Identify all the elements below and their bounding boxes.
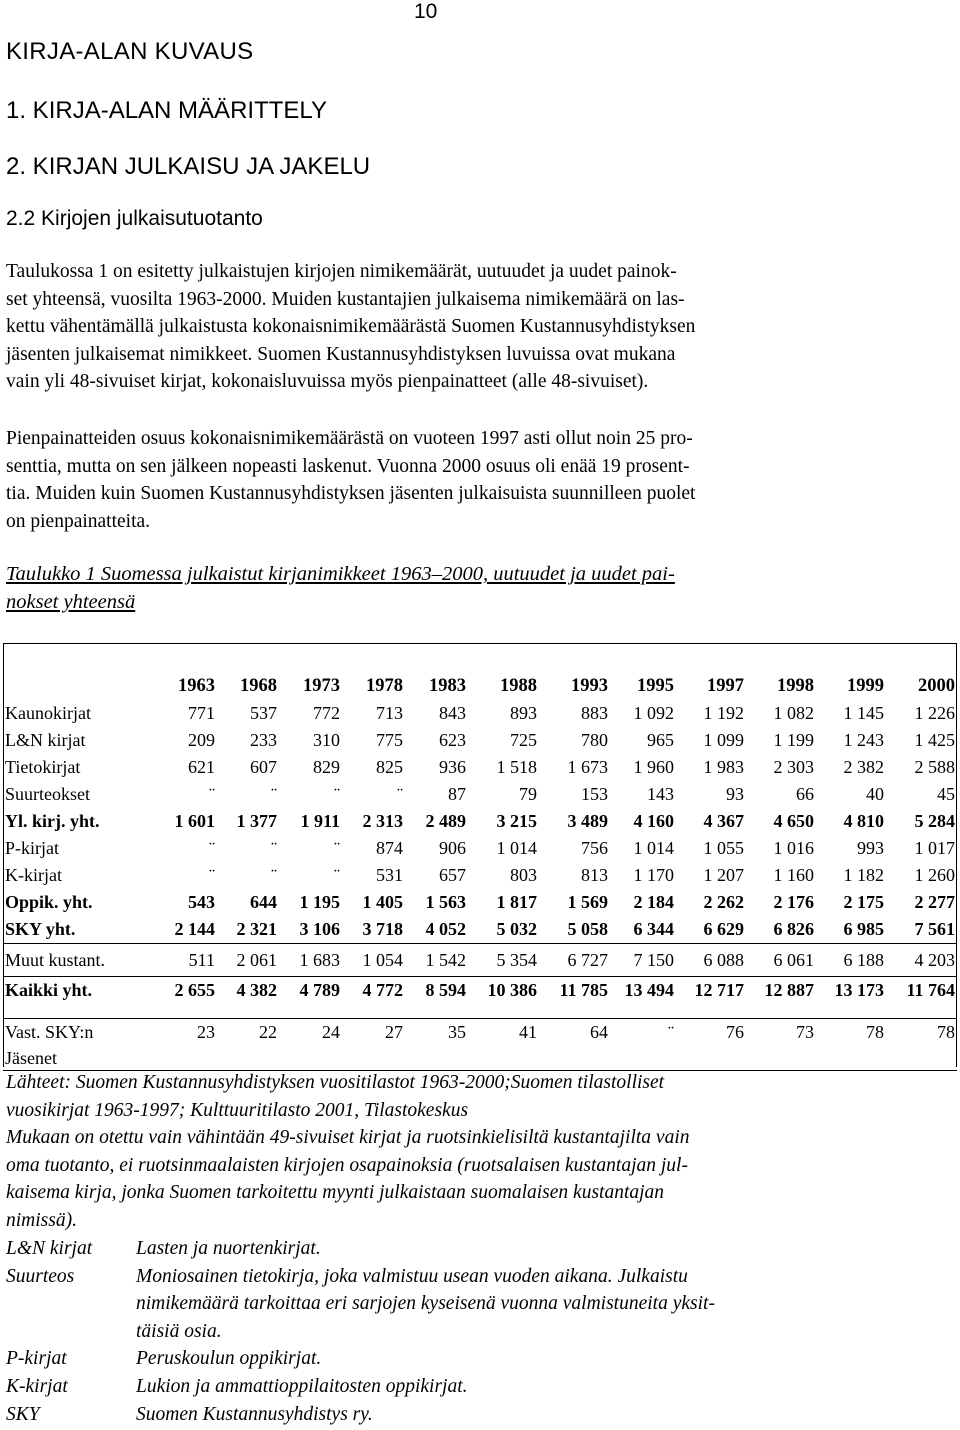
table-left-border [3,643,4,1067]
table-cell: ¨ [209,838,215,858]
row-label: Tietokirjat [5,757,81,777]
row-label: P-kirjat [5,838,59,858]
row-label: Kaikki yht. [5,980,93,1000]
table-cell [139,1046,217,1071]
table-cell: 6 344 [610,916,676,944]
year-header: 2000 [918,675,955,696]
table-cell: 1 518 [496,757,537,777]
table-cell: ¨ [668,1022,674,1042]
table-cell: 2 144 [139,916,217,944]
table-cell: 537 [250,703,277,723]
table-row [3,727,957,754]
table-cell: 5 032 [468,916,539,944]
table-cell: 3 718 [342,916,405,944]
table-cell: 874 [376,838,403,858]
table-cell: 2 262 [703,892,744,912]
table-cell [676,1046,746,1071]
table-cell [405,1046,468,1071]
table-row [3,835,957,862]
subsection-heading: 2.2 Kirjojen julkaisutuotanto [6,207,263,230]
table-cell [217,644,279,673]
table-cell: 771 [188,703,215,723]
table-cell: 143 [647,784,674,804]
table-cell: 4 810 [843,811,884,831]
table-cell: 543 [188,892,215,912]
table-cell [886,1004,957,1019]
table-row [3,781,957,808]
caption-line: nokset yhteensä [6,591,136,613]
table-cell: 1 014 [633,838,674,858]
paragraph-line: kettu vähentämällä julkaistusta kokonaisnimikemäärästä Suomen Kustannusyhdistyksen [6,316,696,337]
row-label: Jäsenet [3,1046,139,1071]
caption-line: Taulukko 1 Suomessa julkaistut kirjanimikkeet 1963–2000, uutuudet ja uudet pai- [6,563,675,585]
table-cell [816,1046,886,1071]
page-number: 10 [414,0,438,23]
table-cell [610,1004,676,1019]
table-cell [539,1004,610,1019]
table-cell [342,1004,405,1019]
year-header: 1983 [429,675,466,696]
paragraph-line: Taulukossa 1 on esitetty julkaistujen kirjojen nimikemäärät, uutuudet ja uudet painok- [6,261,677,282]
table-cell: 829 [313,757,340,777]
table-cell: 1 192 [703,703,744,723]
table-cell [539,644,610,673]
abbreviation-value: Moniosainen tietokirja, joka valmistuu usean vuoden aikana. Julkaistu [136,1265,688,1287]
table-cell: 6 826 [746,916,816,944]
table-cell: 7 150 [610,944,676,977]
year-header: 1988 [500,675,537,696]
table-cell: 936 [439,757,466,777]
abbreviation-value: nimikemäärä tarkoittaa eri sarjojen kyseisenä vuonna valmistuneita yksit- [136,1293,715,1315]
row-label: Suurteokset [5,784,90,804]
section-heading-1: 1. KIRJA-ALAN MÄÄRITTELY [6,97,327,124]
table-cell [539,1046,610,1071]
table-cell: 6 088 [676,944,746,977]
table-cell: 4 052 [405,916,468,944]
table-cell: 4 160 [633,811,674,831]
table-cell [279,644,342,673]
table-cell: 657 [439,865,466,885]
paragraph-line: senttia, mutta on sen jälkeen nopeasti laskenut. Vuonna 2000 osuus oli enää 19 prosent- [6,455,690,477]
table-cell: 1 017 [914,838,955,858]
table-row [3,916,957,944]
table-cell: 607 [250,757,277,777]
table-cell: 87 [448,784,466,804]
table-cell [610,1046,676,1071]
paragraph-line: tia. Muiden kuin Suomen Kustannusyhdistyksen jäsenten julkaisuista suunnilleen puolet [6,483,696,504]
table-cell: 2 175 [843,892,884,912]
table-row [3,808,957,835]
table-cell: 6 188 [816,944,886,977]
table-cell [3,644,139,673]
table-cell: 725 [510,730,537,750]
table-cell: 4 772 [362,980,403,1000]
abbreviation-key: P-kirjat [6,1348,67,1370]
table-top-row [3,644,957,673]
table-cell: 756 [581,838,608,858]
table-cell: 2 321 [217,916,279,944]
table-row [3,889,957,916]
table-cell: 644 [250,892,277,912]
table-cell: 233 [250,730,277,750]
table-cell: 2 061 [217,944,279,977]
table-cell: 78 [937,1022,955,1042]
table-cell: 775 [376,730,403,750]
table-cell: 1 016 [773,838,814,858]
table-cell: 4 650 [773,811,814,831]
row-label: Oppik. yht. [5,892,93,912]
table-cell: 531 [376,865,403,885]
note-line: nimissä). [6,1209,77,1231]
table-cell [217,1004,279,1019]
table-cell: 1 170 [633,865,674,885]
table-cell: 2 489 [425,811,466,831]
table-cell: 6 061 [746,944,816,977]
table-row [3,977,957,1005]
table-cell [610,644,676,673]
table-cell: 843 [439,703,466,723]
table-cell: 2 655 [174,980,215,1000]
table-cell: 1 014 [496,838,537,858]
table-cell [468,644,539,673]
abbreviation-value: Suomen Kustannusyhdistys ry. [136,1403,373,1425]
table-cell: 8 594 [425,980,466,1000]
table-cell: 1 160 [773,865,814,885]
table-cell: 1 195 [299,892,340,912]
row-label: Vast. SKY:n [5,1022,94,1042]
table-cell: 713 [376,703,403,723]
year-header: 1978 [366,675,403,696]
table-cell: 2 303 [773,757,814,777]
table-cell: 5 058 [539,916,610,944]
row-label: Kaunokirjat [5,703,91,723]
table-cell: 1 260 [914,865,955,885]
note-line: Mukaan on otettu vain vähintään 49-sivuiset kirjat ja ruotsinkielisiltä kustantajilta vain [6,1127,690,1149]
table-cell: 11 785 [559,980,608,1000]
year-header: 1963 [178,675,215,696]
table-cell: 45 [937,784,955,804]
paragraph-1 [6,258,956,396]
table-cell: 12 717 [694,980,744,1000]
table-cell: 23 [197,1022,215,1042]
table-cell: 310 [313,730,340,750]
table-cell: 1 817 [496,892,537,912]
table-cell [405,644,468,673]
table-cell: 1 226 [914,703,955,723]
table-cell: 41 [519,1022,537,1042]
table-cell: 772 [313,703,340,723]
table-row [3,700,957,727]
table-cell: 12 887 [764,980,814,1000]
table-cell: 1 182 [843,865,884,885]
table-cell: 5 354 [468,944,539,977]
table-cell: 906 [439,838,466,858]
table-cell: ¨ [271,838,277,858]
table-gap-row [3,1004,957,1019]
table-cell: 2 588 [914,757,955,777]
table-cell: ¨ [334,865,340,885]
table-cell: 4 382 [236,980,277,1000]
table-cell: 93 [726,784,744,804]
row-label: K-kirjat [5,865,62,885]
table-cell: 1 145 [843,703,884,723]
table-cell: 1 673 [567,757,608,777]
table-cell: 1 601 [174,811,215,831]
table-cell: 2 176 [773,892,814,912]
table-cell: 511 [139,944,217,977]
table-cell: 2 382 [843,757,884,777]
table-cell: 1 054 [342,944,405,977]
header-cell [3,672,139,700]
table-cell [139,644,217,673]
note-line: oma tuotanto, ei ruotsinmaalaisten kirjojen osapainoksia (ruotsalaisen kustantajan jul- [6,1154,688,1176]
note-line: vuosikirjat 1963-1997; Kulttuuritilasto 2001, Tilastokeskus [6,1099,469,1121]
table-cell: 3 106 [279,916,342,944]
row-label: Yl. kirj. yht. [5,811,100,831]
table-cell: 1 082 [773,703,814,723]
table-cell: 1 055 [703,838,744,858]
table-cell: 27 [385,1022,403,1042]
paragraph-line: on pienpainatteita. [6,510,151,532]
table-cell [3,1004,139,1019]
table-cell [279,1004,342,1019]
abbreviation-key: L&N kirjat [6,1238,93,1259]
year-header: 1997 [707,675,744,696]
table-cell [405,1004,468,1019]
table-row [3,754,957,781]
table-cell: 3 489 [567,811,608,831]
year-header: 1998 [777,675,814,696]
table-cell [468,1004,539,1019]
year-header: 1968 [240,675,277,696]
paragraph-2 [6,425,956,535]
table-cell [676,1004,746,1019]
note-line: kaisema kirja, jonka Suomen tarkoitettu myynti julkaistaan suomalaisen kustantajan [6,1182,665,1204]
table-cell: ¨ [271,784,277,804]
table-cell: 40 [866,784,884,804]
abbreviation-value: Peruskoulun oppikirjat. [136,1348,322,1370]
table-cell: 76 [726,1022,744,1042]
abbreviation-value: Lasten ja nuortenkirjat. [136,1238,321,1259]
table-cell: 1 243 [843,730,884,750]
table-row [3,862,957,889]
table-cell: 780 [581,730,608,750]
note-line: Lähteet: Suomen Kustannusyhdistyksen vuositilastot 1963-2000;Suomen tilastolliset [6,1072,665,1093]
table-cell: 13 173 [834,980,884,1000]
table-cell: 6 985 [816,916,886,944]
table-cell: 825 [376,757,403,777]
section-heading-2: 2. KIRJAN JULKAISU JA JAKELU [6,153,371,180]
table-cell: 883 [581,703,608,723]
table-cell [886,644,957,673]
year-header: 1995 [637,675,674,696]
main-heading: KIRJA-ALAN KUVAUS [6,38,254,65]
table-cell: 7 561 [886,916,957,944]
table-cell [816,644,886,673]
paragraph-line: Pienpainatteiden osuus kokonaisnimikemäärästä on vuoteen 1997 asti ollut noin 25 pro- [6,428,693,449]
table-cell: 13 494 [624,980,674,1000]
table-cell: 1 983 [703,757,744,777]
table-cell: 1 542 [405,944,468,977]
paragraph-line: vain yli 48-sivuiset kirjat, kokonaisluvuissa myös pienpainatteet (alle 48-sivuiset). [6,371,649,392]
table-cell [746,644,816,673]
table-cell: 6 629 [676,916,746,944]
table-cell: 2 184 [633,892,674,912]
table-cell: 66 [796,784,814,804]
table-cell: 1 092 [633,703,674,723]
row-label: L&N kirjat [5,730,86,750]
table-cell: 79 [519,784,537,804]
year-header: 1999 [847,675,884,696]
table-cell: 4 789 [299,980,340,1000]
table-row [3,1019,957,1047]
table-cell: 11 764 [906,980,955,1000]
table-cell: 1 911 [300,811,340,831]
table-cell [746,1004,816,1019]
table-cell: 1 199 [773,730,814,750]
table-cell: 64 [590,1022,608,1042]
year-header: 1993 [571,675,608,696]
table-cell: 2 313 [362,811,403,831]
table-cell: 1 563 [425,892,466,912]
table-cell: 4 203 [886,944,957,977]
table-header-row [3,672,957,700]
table-cell [342,1046,405,1071]
paragraph-line: jäsenten julkaisemat nimikkeet. Suomen Kustannusyhdistyksen luvuissa ovat mukana [6,343,676,365]
table-cell [342,644,405,673]
table-cell: ¨ [271,865,277,885]
table-cell [279,1046,342,1071]
table-cell [217,1046,279,1071]
table-cell: 35 [448,1022,466,1042]
year-header: 1973 [303,675,340,696]
abbreviation-value: täisiä osia. [136,1320,222,1342]
table-cell: 209 [188,730,215,750]
table-cell: 893 [510,703,537,723]
table-cell: 3 215 [496,811,537,831]
table-cell: 1 377 [236,811,277,831]
table-cell: 1 683 [279,944,342,977]
table-cell: 4 367 [703,811,744,831]
table-cell: 1 569 [567,892,608,912]
table-cell: 1 405 [362,892,403,912]
table-row [3,1046,957,1071]
table-cell: 965 [647,730,674,750]
table-cell: 2 277 [914,892,955,912]
abbreviation-key: K-kirjat [6,1376,68,1397]
abbreviation-key: SKY [6,1403,40,1425]
table-cell: 6 727 [539,944,610,977]
table-cell: 24 [322,1022,340,1042]
table-cell [746,1046,816,1071]
statistics-table [3,643,957,1071]
table-cell: ¨ [397,784,403,804]
paragraph-line: set yhteensä, vuosilta 1963-2000. Muiden kustantajien julkaisema nimikemäärä on las- [6,288,685,310]
table-cell: ¨ [209,865,215,885]
table-cell: ¨ [334,784,340,804]
table-cell [139,1004,217,1019]
abbreviation-key: Suurteos [6,1265,75,1287]
table-notes [6,1069,956,1235]
table-cell: 1 960 [633,757,674,777]
table-cell: 623 [439,730,466,750]
table-cell [468,1046,539,1071]
table-cell [886,1046,957,1071]
table-cell: ¨ [209,784,215,804]
table-cell: 153 [581,784,608,804]
table-cell: 1 099 [703,730,744,750]
table-cell: 5 284 [914,811,955,831]
table-row [3,944,957,977]
table-cell [676,644,746,673]
table-cell [816,1004,886,1019]
table-cell: 22 [259,1022,277,1042]
table-cell: 78 [866,1022,884,1042]
row-label: Muut kustant. [3,944,139,977]
table-caption [6,560,956,616]
table-cell: 813 [581,865,608,885]
table-right-border [956,643,957,1067]
table-cell: 1 425 [914,730,955,750]
table-cell: 1 207 [703,865,744,885]
table-cell: 993 [857,838,884,858]
table-cell: 621 [188,757,215,777]
abbreviation-value: Lukion ja ammattioppilaitosten oppikirjat. [136,1376,468,1397]
table-cell: 803 [510,865,537,885]
table-cell: 10 386 [487,980,537,1000]
table-cell: ¨ [334,838,340,858]
table-cell: 73 [796,1022,814,1042]
row-label: SKY yht. [3,916,139,944]
